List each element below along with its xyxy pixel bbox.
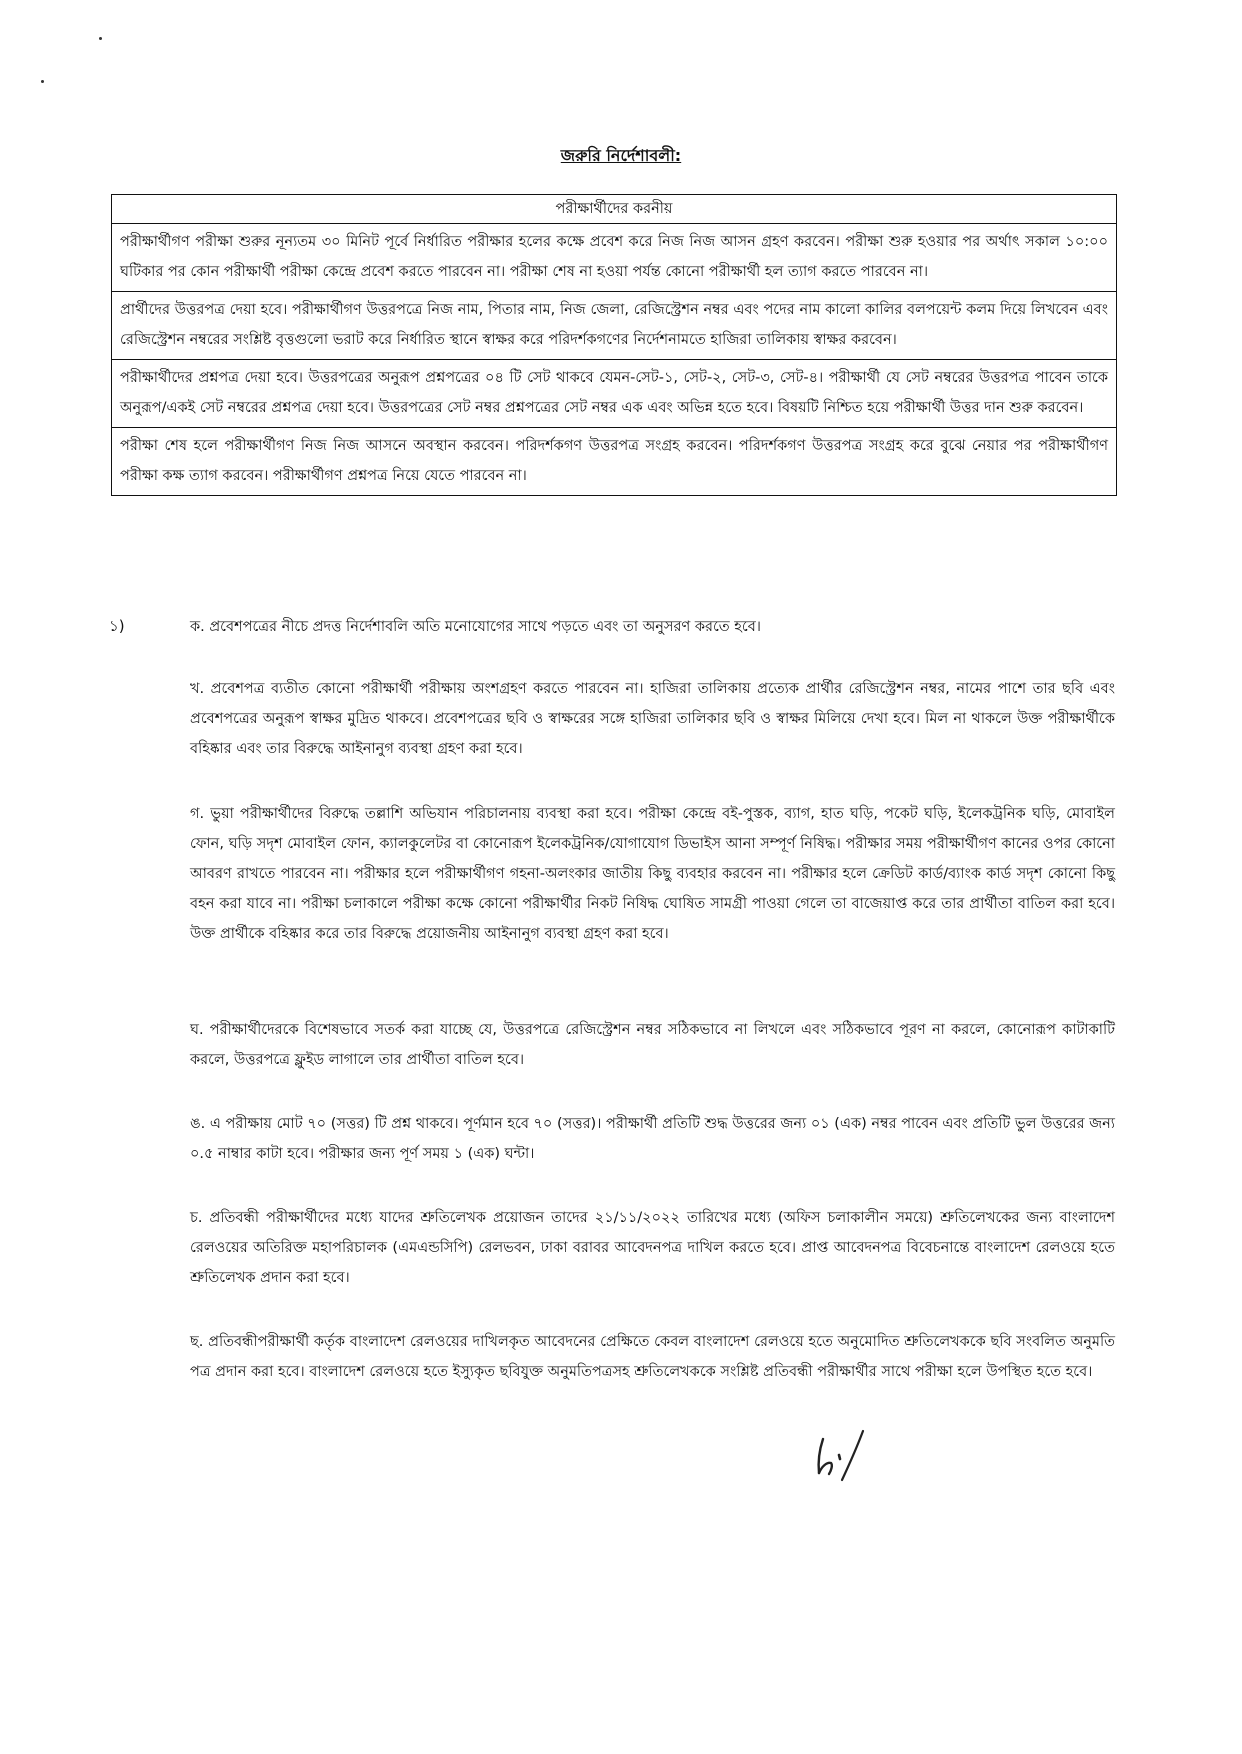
paragraph-kha: খ. প্রবেশপত্র ব্যতীত কোনো পরীক্ষার্থী পরীক্ষায় অংশগ্রহণ করতে পারবেন না। হাজিরা তালিকায় প্রত্যেক প্রার্থীর রেজিস্ট্রেশন নম্বর, নামের পাশে তার ছবি এবং প্রবেশপত্রের অনুরূপ স্বাক্ষর মুদ্রিত থাকবে। প্রবেশপত্রের ছবি ও স্বাক্ষরের সঙ্গে হাজিরা তালিকার ছবি ও স্বাক্ষর মিলিয়ে দেখা হবে। মিল না থাকলে উক্ত পরীক্ষার্থীকে বহিষ্কার এবং তার বিরুদ্ধে আইনানুগ ব্যবস্থা গ্রহণ করা হবে। (190, 681, 1115, 757)
paragraph-cha: চ. প্রতিবন্ধী পরীক্ষার্থীদের মধ্যে যাদের শ্রুতিলেখক প্রয়োজন তাদের ২১/১১/২০২২ তারিখের মধ্যে (অফিস চলাকালীন সময়ে) শ্রুতিলেখকের জন্য বাংলাদেশ রেলওয়ের অতিরিক্ত মহাপরিচালক (এমএন্ডসিপি) রেলভবন, ঢাকা বরাবর আবেদনপত্র দাখিল করতে হবে। প্রাপ্ত আবেদনপত্র বিবেচনান্তে বাংলাদেশ রেলওয়ে হতে শ্রুতিলেখক প্রদান করা হবে। (190, 1210, 1115, 1286)
scan-speck (99, 37, 102, 40)
table-row: প্রার্থীদের উত্তরপত্র দেয়া হবে। পরীক্ষার্থীগণ উত্তরপত্রে নিজ নাম, পিতার নাম, নিজ জেলা, রেজিস্ট্রেশন নম্বর এবং পদের নাম কালো কালির বলপয়েন্ট কলম দিয়ে লিখবেন এবং রেজিস্ট্রেশন নম্বরের সংশ্লিষ্ট বৃত্তগুলো ভরাট করে নির্ধারিত স্থানে স্বাক্ষর করে পরিদর্শকগণের নির্দেশনামতে হাজিরা তালিকায় স্বাক্ষর করবেন। (112, 292, 1116, 360)
paragraph-chha: ছ. প্রতিবন্ধীপরীক্ষার্থী কর্তৃক বাংলাদেশ রেলওয়ের দাখিলকৃত আবেদনের প্রেক্ষিতে কেবল বাংলাদেশ রেলওয়ে হতে অনুমোদিত শ্রুতিলেখককে ছবি সংবলিত অনুমতি পত্র প্রদান করা হবে। বাংলাদেশ রেলওয়ে হতে ইস্যুকৃত ছবিযুক্ত অনুমতিপত্রসহ শ্রুতিলেখককে সংশ্লিষ্ট প্রতিবন্ধী পরীক্ষার্থীর সাথে পরীক্ষা হলে উপস্থিত হতে হবে। (190, 1334, 1115, 1380)
handwritten-signature (805, 1425, 875, 1485)
table-header: পরীক্ষার্থীদের করনীয় (112, 195, 1116, 224)
instruction-table (111, 194, 1117, 496)
paragraph-ka: ক. প্রবেশপত্রের নীচে প্রদত্ত নির্দেশাবলি অতি মনোযোগের সাথে পড়তে এবং তা অনুসরণ করতে হবে। (190, 619, 761, 635)
table-row: পরীক্ষার্থীদের প্রশ্নপত্র দেয়া হবে। উত্তরপত্রের অনুরূপ প্রশ্নপত্রের ০৪ টি সেট থাকবে যেমন-সেট-১, সেট-২, সেট-৩, সেট-৪। পরীক্ষার্থী যে সেট নম্বরের উত্তরপত্র পাবেন তাকে অনুরূপ/একই সেট নম্বরের প্রশ্নপত্র দেয়া হবে। উত্তরপত্রের সেট নম্বর প্রশ্নপত্রের সেট নম্বর এক এবং অভিন্ন হতে হবে। বিষয়টি নিশ্চিত হয়ে পরীক্ষার্থী উত্তর দান শুরু করবেন। (112, 360, 1116, 428)
paragraph-ga: গ. ভুয়া পরীক্ষার্থীদের বিরুদ্ধে তল্লাশি অভিযান পরিচালনায় ব্যবস্থা করা হবে। পরীক্ষা কেন্দ্রে বই-পুস্তক, ব্যাগ, হাত ঘড়ি, পকেট ঘড়ি, ইলেকট্রনিক ঘড়ি, মোবাইল ফোন, ঘড়ি সদৃশ মোবাইল ফোন, ক্যালকুলেটর বা কোনোরূপ ইলেকট্রনিক/যোগাযোগ ডিভাইস আনা সম্পূর্ণ নিষিদ্ধ। পরীক্ষার সময় পরীক্ষার্থীগণ কানের ওপর কোনো আবরণ রাখতে পারবেন না। পরীক্ষার হলে পরীক্ষার্থীগণ গহনা-অলংকার জাতীয় কিছু ব্যবহার করবেন না। পরীক্ষার হলে ক্রেডিট কার্ড/ব্যাংক কার্ড সদৃশ কোনো কিছু বহন করা যাবে না। পরীক্ষা চলাকালে পরীক্ষা কক্ষে কোনো পরীক্ষার্থীর নিকট নিষিদ্ধ ঘোষিত সামগ্রী পাওয়া গেলে তা বাজেয়াপ্ত করে তার প্রার্থীতা বাতিল করা হবে। উক্ত প্রার্থীকে বহিষ্কার করে তার বিরুদ্ধে প্রয়োজনীয় আইনানুগ ব্যবস্থা গ্রহণ করা হবে। (190, 806, 1115, 942)
paragraph-gha: ঘ. পরীক্ষার্থীদেরকে বিশেষভাবে সতর্ক করা যাচ্ছে যে, উত্তরপত্রে রেজিস্ট্রেশন নম্বর সঠিকভাবে না লিখলে এবং সঠিকভাবে পূরণ না করলে, কোনোরূপ কাটাকাটি করলে, উত্তরপত্রে ফ্লুইড লাগালে তার প্রার্থীতা বাতিল হবে। (190, 1022, 1115, 1068)
paragraph-uma: ঙ. এ পরীক্ষায় মোট ৭০ (সত্তর) টি প্রশ্ন থাকবে। পূর্ণমান হবে ৭০ (সত্তর)। পরীক্ষার্থী প্রতিটি শুদ্ধ উত্তরের জন্য ০১ (এক) নম্বর পাবেন এবং প্রতিটি ভুল উত্তরের জন্য ০.৫ নাম্বার কাটা হবে। পরীক্ষার জন্য পূর্ণ সময় ১ (এক) ঘন্টা। (190, 1116, 1115, 1162)
heading-text: জরুরি নির্দেশাবলী: (560, 146, 682, 165)
document-heading (0, 143, 1242, 170)
table-row: পরীক্ষা শেষ হলে পরীক্ষার্থীগণ নিজ নিজ আসনে অবস্থান করবেন। পরিদর্শকগণ উত্তরপত্র সংগ্রহ করবেন। পরিদর্শকগণ উত্তরপত্র সংগ্রহ করে বুঝে নেয়ার পর পরীক্ষার্থীগণ পরীক্ষা কক্ষ ত্যাগ করবেন। পরীক্ষার্থীগণ প্রশ্নপত্র নিয়ে যেতে পারবেন না। (120, 438, 1108, 484)
section-number: ১) (109, 617, 125, 635)
table-row: পরীক্ষার্থীগণ পরীক্ষা শুরুর নূন্যতম ৩০ মিনিট পূর্বে নির্ধারিত পরীক্ষার হলের কক্ষে প্রবেশ করে নিজ নিজ আসন গ্রহণ করবেন। পরীক্ষা শুরু হওয়ার পর অর্থাৎ সকাল ১০:০০ ঘটিকার পর কোন পরীক্ষার্থী পরীক্ষা কেন্দ্রে প্রবেশ করতে পারবেন না। পরীক্ষা শেষ না হওয়া পর্যন্ত কোনো পরীক্ষার্থী হল ত্যাগ করতে পারবেন না। (112, 224, 1116, 292)
scan-speck (41, 80, 44, 83)
